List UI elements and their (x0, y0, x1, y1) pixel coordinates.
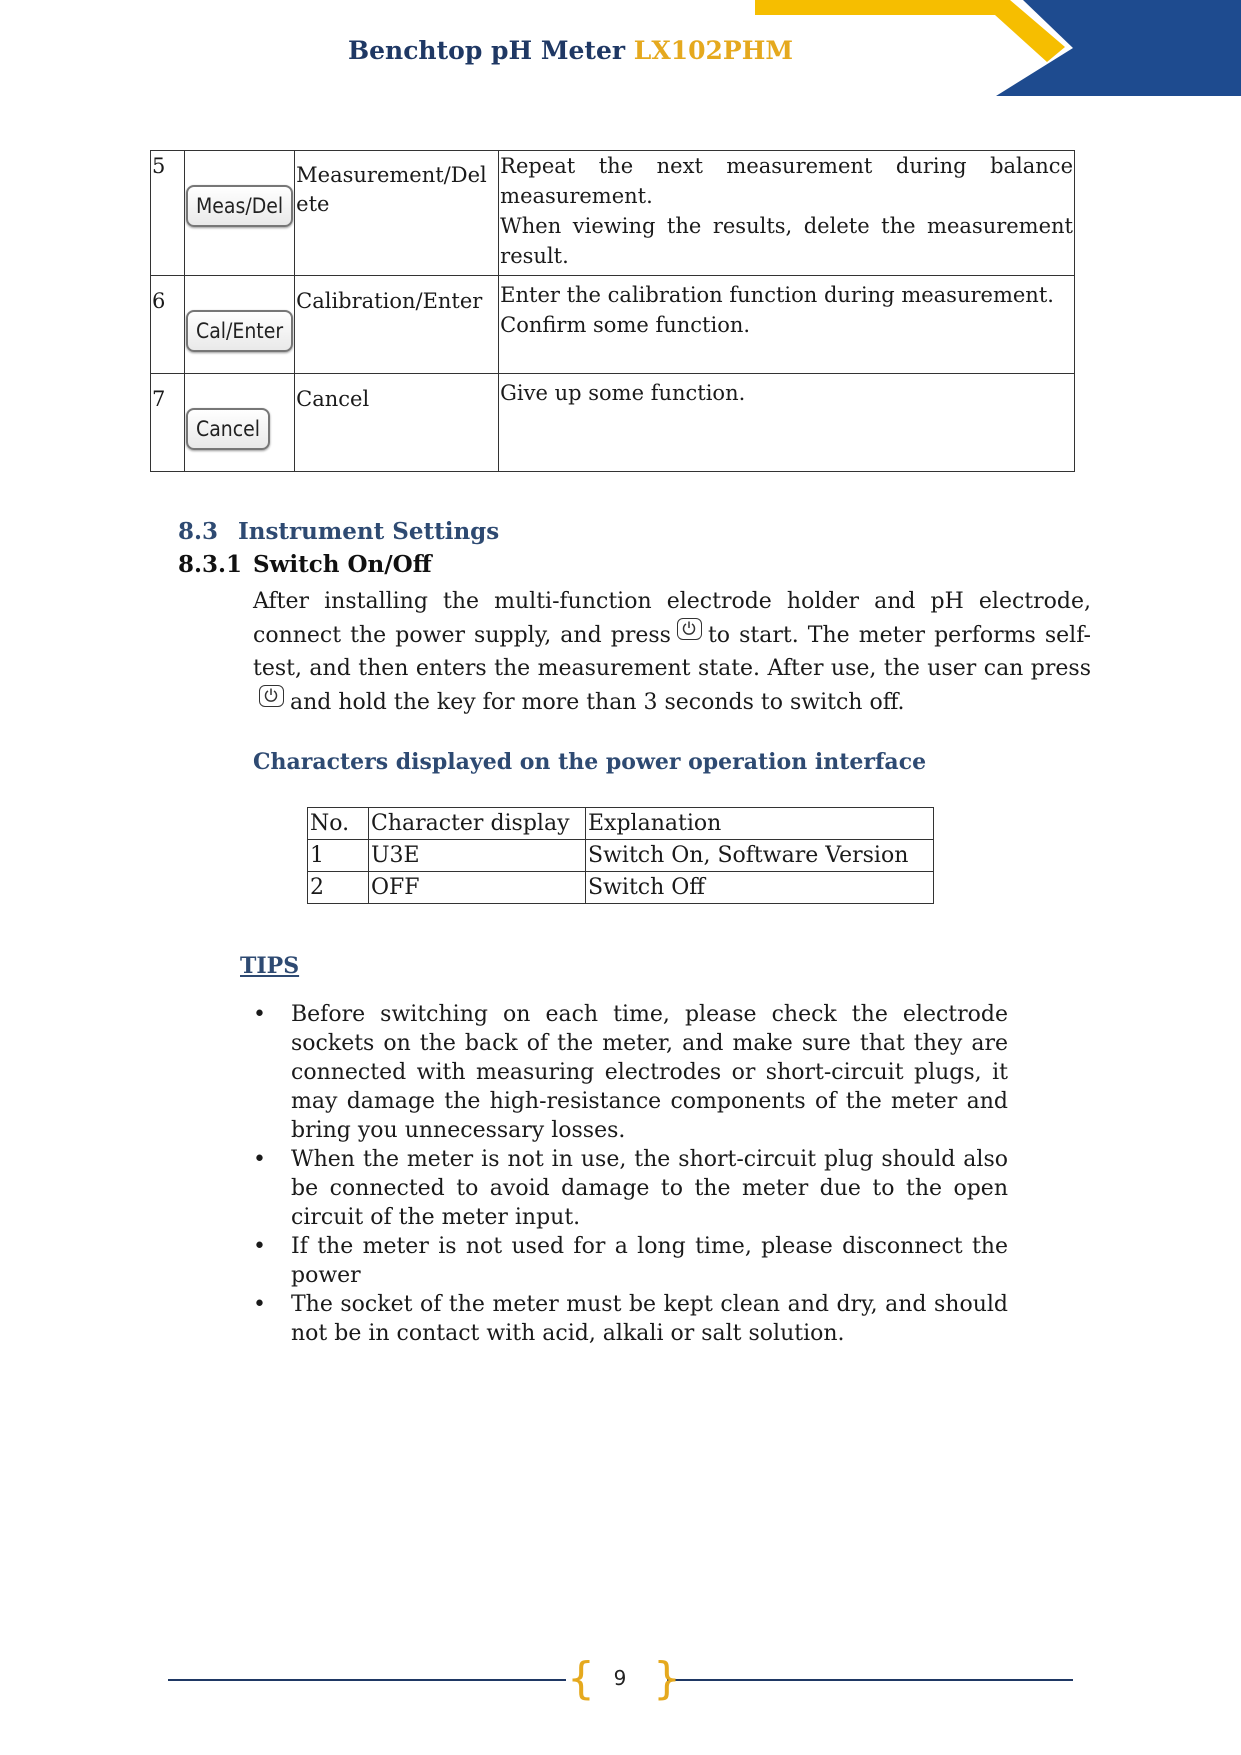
table-cell: 2 (308, 872, 369, 904)
table-row (151, 151, 1075, 276)
table-row (151, 276, 1075, 374)
description-line: Enter the calibration function during measurement. (500, 283, 1054, 307)
description-line: Give up some function. (500, 381, 746, 405)
paragraph-text: to start. The meter performs self-test, and then enters the measurement state. After use, the user can press (253, 623, 1091, 681)
table-row (308, 840, 934, 872)
key-description (499, 374, 1075, 472)
switch-on-off-paragraph (253, 585, 1091, 719)
key-image-cell (185, 276, 295, 374)
power-icon (259, 685, 284, 707)
section-title: Instrument Settings (238, 518, 500, 545)
key-image-cell (185, 151, 295, 276)
subsection-title: Switch On/Off (253, 551, 432, 578)
document-header-title (348, 36, 793, 65)
table-cell: U3E (369, 840, 586, 872)
list-item: • The socket of the meter must be kept clean and dry, and should not be in contact with acid, alkali or salt solution. (253, 1292, 1008, 1346)
header-product-name: Benchtop pH Meter (348, 36, 626, 65)
column-header: Explanation (586, 808, 934, 840)
table-cell: Switch Off (586, 872, 934, 904)
description-line: Repeat the next measurement during balance measurement. (500, 154, 1073, 208)
key-image-cell (185, 374, 295, 472)
footer-rule-right (667, 1679, 1073, 1681)
column-header: No. (308, 808, 369, 840)
footer-rule-left (168, 1679, 566, 1681)
page-number: 9 (613, 1666, 627, 1690)
header-decoration-graphic (755, 0, 1241, 100)
footer-brace-left: { (567, 1653, 595, 1704)
tips-heading: TIPS (240, 953, 300, 979)
key-number: 6 (151, 276, 185, 374)
key-name: Calibration/Enter (295, 276, 499, 374)
list-item: • When the meter is not in use, the short-circuit plug should also be connected to avoid damage to the meter due to the open circuit of the meter input. (253, 1147, 1008, 1230)
key-number: 5 (151, 151, 185, 276)
cal-enter-key: Cal/Enter (186, 310, 293, 352)
footer-brace-right: } (653, 1653, 681, 1704)
description-line: When viewing the results, delete the measurement result. (500, 214, 1073, 268)
meas-del-key: Meas/Del (186, 185, 293, 227)
subsection-number: 8.3.1 (178, 551, 243, 578)
table-row (151, 374, 1075, 472)
column-header: Character display (369, 808, 586, 840)
table-header-row (308, 808, 934, 840)
subsection-heading (178, 551, 432, 578)
cancel-key: Cancel (186, 408, 270, 450)
paragraph-text: and hold the key for more than 3 seconds to switch off. (290, 690, 905, 715)
characters-heading: Characters displayed on the power operation interface (253, 749, 927, 775)
list-item: • If the meter is not used for a long time, please disconnect the power (253, 1234, 1008, 1288)
section-number: 8.3 (178, 518, 219, 545)
key-name: Measurement/Delete (295, 151, 499, 276)
tips-list (253, 1000, 1008, 1348)
table-cell: 1 (308, 840, 369, 872)
table-row (308, 872, 934, 904)
key-description (499, 151, 1075, 276)
key-function-table (150, 150, 1075, 472)
table-cell: OFF (369, 872, 586, 904)
table-cell: Switch On, Software Version (586, 840, 934, 872)
key-description (499, 276, 1075, 374)
header-model-number: LX102PHM (633, 36, 794, 65)
paragraph-text: After installing the multi-function electrode holder and pH electrode, connect the power supply, and press (253, 589, 1091, 648)
power-icon (677, 618, 702, 640)
key-name: Cancel (295, 374, 499, 472)
section-heading (178, 518, 499, 545)
description-line: Confirm some function. (500, 313, 751, 337)
key-number: 7 (151, 374, 185, 472)
list-item: • Before switching on each time, please check the electrode sockets on the back of the meter, and make sure that they are connected with measuring electrodes or short-circuit plugs, it may damage the high-resistance components of the meter and bring you unnecessary losses. (253, 1002, 1008, 1143)
character-display-table (307, 807, 934, 904)
